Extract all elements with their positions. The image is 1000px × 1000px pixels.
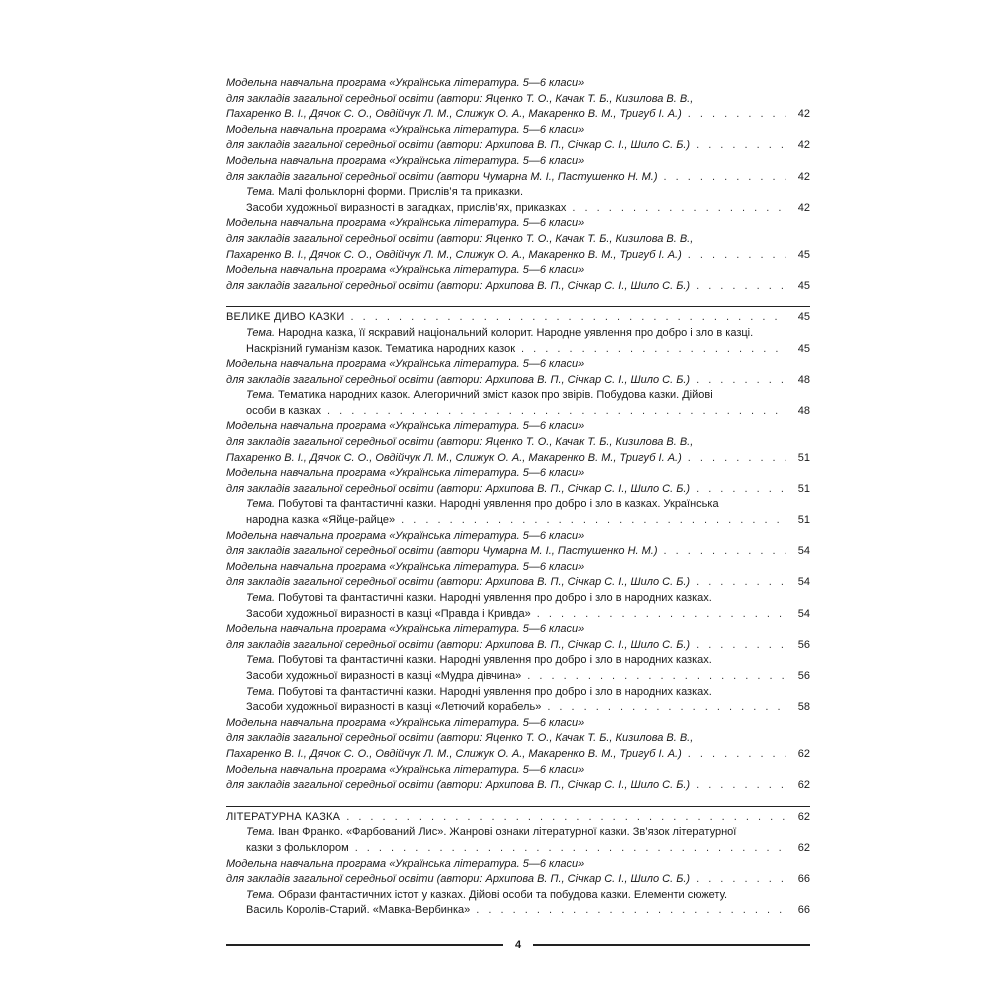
toc-line: [226, 451, 810, 467]
dot-leader: [547, 700, 786, 716]
toc-line-text: [226, 747, 682, 763]
toc-line: [226, 575, 810, 591]
toc-line: [226, 107, 810, 123]
toc-section-heading: [226, 310, 810, 326]
dot-leader: [688, 107, 786, 123]
topic-label: Тема.: [246, 592, 276, 604]
toc-line-text: [226, 622, 584, 638]
toc-line-body: народна казка «Яйце-райце»: [246, 514, 396, 527]
toc-line-body: для закладів загальної середньої освіти (автори: Яценко Т. О., Качак Т. Б., Кизилова В. В.,: [226, 232, 694, 245]
toc-line-text: [226, 810, 340, 826]
toc-line: [226, 466, 810, 482]
toc-topic-entry: [226, 326, 810, 357]
toc-topic-entry: [226, 888, 810, 919]
dot-leader: [572, 201, 786, 217]
toc-line-text: [226, 76, 584, 92]
toc-line-text: [246, 326, 753, 342]
dot-leader: [696, 279, 786, 295]
toc-line-body: ВЕЛИКЕ ДИВО КАЗКИ: [226, 311, 345, 324]
toc-line-text: [246, 342, 515, 358]
toc-line: [226, 638, 810, 654]
toc-line-body: Тематика народних казок. Алегоричний зміст казок про звірів. Побудова казки. Дійові: [278, 389, 713, 402]
toc-topic-entry: [226, 497, 810, 528]
toc-line: [226, 92, 810, 108]
toc-page-number: 62: [797, 747, 810, 760]
toc-line-body: Іван Франко. «Фарбований Лис». Жанрові ознаки літературної казки. Зв’язок літературної: [278, 826, 737, 839]
toc-line-body: Модельна навчальна програма «Українська література. 5—6 класи»: [226, 763, 585, 776]
toc-page-number: 42: [797, 108, 810, 121]
toc-line: [226, 435, 810, 451]
toc-topic-entry: [226, 825, 810, 856]
toc-line-text: [226, 263, 584, 279]
toc-line-body: для закладів загальної середньої освіти (автори: Яценко Т. О., Качак Т. Б., Кизилова В. В.,: [226, 732, 694, 745]
toc-line-body: Побутові та фантастичні казки. Народні уявлення про добро і зло в народних казках.: [278, 592, 712, 604]
toc-page-number: 42: [797, 201, 810, 214]
toc-page-number: 51: [797, 482, 810, 495]
toc-line-body: Модельна навчальна програма «Українська література. 5—6 класи»: [226, 560, 585, 573]
toc-line: [226, 279, 810, 295]
toc-line: [226, 419, 810, 435]
toc-line: [226, 544, 810, 560]
toc-topic-entry: [226, 388, 810, 419]
toc-page-number: 48: [797, 404, 810, 417]
toc-program-entry: [226, 529, 810, 560]
toc-line-text: [226, 482, 690, 498]
topic-label: Тема.: [246, 326, 276, 339]
toc-line: [226, 170, 810, 186]
toc-line-text: [226, 857, 584, 873]
toc-page-number: 45: [797, 342, 810, 355]
dot-leader: [696, 482, 786, 498]
toc-line: [226, 763, 810, 779]
toc-line-text: [226, 575, 690, 591]
toc-line: [246, 888, 810, 904]
toc-line-text: [246, 497, 719, 513]
toc-line-body: для закладів загальної середньої освіти (автори Чумарна М. І., Пастушенко Н. М.): [226, 545, 658, 558]
toc-line: [226, 716, 810, 732]
toc-line-text: [226, 170, 658, 186]
toc-line-text: [246, 700, 541, 716]
toc-topic-entry: [226, 185, 810, 216]
toc-line-body: для закладів загальної середньої освіти (автори: Архипова В. П., Січкар С. І., Шило С. Б.): [226, 373, 691, 386]
dot-leader: [327, 404, 786, 420]
toc-line-text: [226, 138, 690, 154]
toc-page-number: 45: [797, 248, 810, 261]
toc-line-body: Пахаренко В. І., Дячок С. О., Овдійчук Л. М., Слижук О. А., Макаренко В. М., Тригуб І. А.): [226, 747, 682, 760]
toc-line-text: [246, 825, 736, 841]
topic-label: Тема.: [246, 888, 276, 901]
toc-line-text: [246, 653, 712, 669]
dot-leader: [664, 170, 786, 186]
toc-line-body: Модельна навчальна програма «Українська література. 5—6 класи»: [226, 77, 585, 89]
toc-line-text: [226, 529, 584, 545]
toc-line-body: для закладів загальної середньої освіти (автори: Яценко Т. О., Качак Т. Б., Кизилова В. В.,: [226, 436, 694, 449]
toc-line-body: Засоби художньої виразності в загадках, прислів’ях, приказках: [246, 201, 567, 214]
toc-line: [246, 388, 810, 404]
toc-line-body: Модельна навчальна програма «Українська література. 5—6 класи»: [226, 529, 585, 542]
toc-line: [246, 513, 810, 529]
toc-line: [226, 154, 810, 170]
toc-line-body: для закладів загальної середньої освіти (автори: Архипова В. П., Січкар С. І., Шило С. Б.): [226, 638, 691, 651]
toc-line-text: [246, 607, 531, 623]
toc-line-text: [226, 778, 690, 794]
toc-line: [246, 903, 810, 919]
toc-program-entry: [226, 263, 810, 294]
toc-line-body: Наскрізний гуманізм казок. Тематика народних казок: [246, 342, 516, 355]
toc-line-text: [226, 872, 690, 888]
topic-label: Тема.: [246, 389, 276, 402]
toc-line-body: Побутові та фантастичні казки. Народні уявлення про добро і зло в народних казках.: [278, 685, 712, 698]
toc-program-entry: [226, 357, 810, 388]
toc-page-number: 54: [797, 576, 810, 589]
toc-line-body: для закладів загальної середньої освіти (автори: Архипова В. П., Січкар С. І., Шило С. Б.): [226, 779, 691, 792]
toc-line-body: Модельна навчальна програма «Українська література. 5—6 класи»: [226, 123, 585, 136]
toc-page-number: 62: [797, 779, 810, 792]
toc-line-body: Побутові та фантастичні казки. Народні уявлення про добро і зло в народних казках.: [278, 654, 712, 667]
toc-page-number: 51: [797, 514, 810, 527]
toc-line-text: [246, 201, 566, 217]
toc-line-text: [226, 451, 682, 467]
dot-leader: [537, 607, 786, 623]
toc-line-text: [246, 669, 521, 685]
toc-page-number: 48: [797, 373, 810, 386]
toc-line: [246, 342, 810, 358]
footer-rule-right: [533, 944, 810, 946]
dot-leader: [521, 342, 786, 358]
toc-line-body: для закладів загальної середньої освіти (автори: Архипова В. П., Січкар С. І., Шило С. Б.): [226, 873, 691, 886]
toc-program-entry: [226, 216, 810, 263]
topic-label: Тема.: [246, 498, 276, 511]
toc-line: [226, 529, 810, 545]
dot-leader: [664, 544, 786, 560]
toc-line: [226, 482, 810, 498]
toc-line-body: для закладів загальної середньої освіти (автори: Архипова В. П., Січкар С. І., Шило С. Б.): [226, 139, 691, 152]
toc-line: [226, 123, 810, 139]
toc-line-text: [246, 841, 349, 857]
dot-leader: [696, 778, 786, 794]
toc-line-body: для закладів загальної середньої освіти (автори: Яценко Т. О., Качак Т. Б., Кизилова В. В.,: [226, 92, 694, 105]
toc-line-body: казки з фольклором: [246, 841, 349, 854]
toc-page-number: 66: [797, 904, 810, 917]
section-divider: [226, 294, 810, 307]
toc-line: [246, 700, 810, 716]
toc-line-text: [226, 638, 690, 654]
toc-program-entry: [226, 419, 810, 466]
toc-line-text: [226, 232, 693, 248]
dot-leader: [346, 810, 786, 826]
toc-line-text: [226, 279, 690, 295]
dot-leader: [351, 310, 786, 326]
toc-line: [226, 872, 810, 888]
footer-rule-left: [226, 944, 503, 946]
toc-line-text: [226, 419, 584, 435]
toc-line: [226, 857, 810, 873]
toc-line-text: [226, 716, 584, 732]
toc-page-number: 42: [797, 170, 810, 183]
toc-line: [226, 310, 810, 326]
toc-line: [246, 607, 810, 623]
topic-label: Тема.: [246, 826, 276, 839]
toc-program-entry: [226, 123, 810, 154]
toc-program-entry: [226, 466, 810, 497]
toc-line-text: [226, 357, 584, 373]
toc-page-number: 51: [797, 451, 810, 464]
toc-line: [226, 138, 810, 154]
toc-program-entry: [226, 560, 810, 591]
toc-line: [246, 825, 810, 841]
toc-line-body: Засоби художньої виразності в казці «Правда і Кривда»: [246, 607, 531, 620]
toc-line-body: Народна казка, її яскравий національний колорит. Народне уявлення про добро і зло в казці.: [278, 326, 754, 339]
toc-page-number: 42: [797, 139, 810, 152]
toc-line-text: [226, 373, 690, 389]
toc-page-number: 62: [797, 810, 810, 823]
toc-line-text: [246, 388, 713, 404]
toc-line-text: [246, 404, 321, 420]
toc-line-body: Модельна навчальна програма «Українська література. 5—6 класи»: [226, 623, 585, 636]
toc-line-text: [226, 560, 584, 576]
toc-program-entry: [226, 763, 810, 794]
toc-line-text: [246, 685, 712, 701]
topic-label: Тема.: [246, 654, 276, 667]
dot-leader: [696, 138, 786, 154]
toc-line-body: Модельна навчальна програма «Українська література. 5—6 класи»: [226, 358, 585, 371]
toc-line-body: Модельна навчальна програма «Українська література. 5—6 класи»: [226, 420, 585, 433]
toc-page-number: 54: [797, 607, 810, 620]
dot-leader: [527, 669, 786, 685]
toc-line: [226, 778, 810, 794]
toc-topic-entry: [226, 685, 810, 716]
toc-line-body: Малі фольклорні форми. Прислів’я та приказки.: [278, 186, 524, 199]
toc-line: [226, 263, 810, 279]
toc-line-body: Модельна навчальна програма «Українська література. 5—6 класи»: [226, 217, 585, 230]
dot-leader: [688, 747, 786, 763]
dot-leader: [355, 841, 786, 857]
toc-line-body: для закладів загальної середньої освіти (автори: Архипова В. П., Січкар С. І., Шило С. Б.): [226, 482, 691, 495]
toc-line: [246, 841, 810, 857]
toc-page-number: 56: [797, 638, 810, 651]
toc-line-text: [246, 185, 523, 201]
dot-leader: [696, 638, 786, 654]
toc-line-body: для закладів загальної середньої освіти (автори Чумарна М. І., Пастушенко Н. М.): [226, 170, 658, 183]
toc-line-body: Модельна навчальна програма «Українська література. 5—6 класи»: [226, 716, 585, 729]
toc-line-body: Василь Королів-Старий. «Мавка-Вербинка»: [246, 904, 471, 917]
toc-line-body: ЛІТЕРАТУРНА КАЗКА: [226, 810, 341, 823]
toc-line-text: [226, 216, 584, 232]
toc-program-entry: [226, 622, 810, 653]
section-divider: [226, 794, 810, 807]
toc-line: [226, 560, 810, 576]
toc-line-body: Засоби художньої виразності в казці «Летючий корабель»: [246, 701, 542, 714]
toc-line: [226, 747, 810, 763]
toc-program-entry: [226, 154, 810, 185]
toc-line-body: Модельна навчальна програма «Українська література. 5—6 класи»: [226, 264, 585, 277]
toc-line: [246, 185, 810, 201]
topic-label: Тема.: [246, 685, 276, 698]
toc-page-number: 62: [797, 841, 810, 854]
toc-line-body: Пахаренко В. І., Дячок С. О., Овдійчук Л. М., Слижук О. А., Макаренко В. М., Тригуб І. А.): [226, 451, 682, 464]
toc-line-text: [226, 123, 584, 139]
toc-line-body: для закладів загальної середньої освіти (автори: Архипова В. П., Січкар С. І., Шило С. Б.): [226, 279, 691, 292]
toc-line: [246, 497, 810, 513]
toc-line-text: [226, 466, 584, 482]
toc-line-text: [226, 154, 584, 170]
toc-line: [246, 653, 810, 669]
toc-line: [226, 810, 810, 826]
toc-program-entry: [226, 716, 810, 763]
toc-topic-entry: [226, 653, 810, 684]
toc-line-text: [226, 310, 345, 326]
toc-line: [226, 232, 810, 248]
toc-line-body: Пахаренко В. І., Дячок С. О., Овдійчук Л. М., Слижук О. А., Макаренко В. М., Тригуб І. А.): [226, 108, 682, 121]
toc-line-text: [226, 435, 693, 451]
table-of-contents: [226, 72, 810, 919]
page-number: 4: [514, 939, 522, 951]
toc-line-body: Модельна навчальна програма «Українська література. 5—6 класи»: [226, 154, 585, 167]
toc-line-text: [226, 107, 682, 123]
toc-topic-entry: [226, 591, 810, 622]
toc-section-heading: [226, 810, 810, 826]
toc-program-entry: [226, 857, 810, 888]
toc-line-text: [226, 92, 693, 108]
toc-line: [226, 76, 810, 92]
toc-line: [226, 731, 810, 747]
toc-page-number: 66: [797, 873, 810, 886]
toc-line: [226, 373, 810, 389]
dot-leader: [476, 903, 786, 919]
dot-leader: [696, 872, 786, 888]
dot-leader: [696, 373, 786, 389]
toc-page-number: 56: [797, 669, 810, 682]
toc-line: [246, 669, 810, 685]
toc-line-text: [246, 903, 470, 919]
toc-line-body: Модельна навчальна програма «Українська література. 5—6 класи»: [226, 467, 585, 480]
toc-line-text: [246, 513, 395, 529]
toc-line-text: [246, 888, 727, 904]
toc-page-number: 45: [797, 311, 810, 324]
dot-leader: [696, 575, 786, 591]
dot-leader: [688, 248, 786, 264]
dot-leader: [688, 451, 786, 467]
toc-line-text: [226, 544, 658, 560]
toc-page-number: 45: [797, 279, 810, 292]
toc-line: [246, 326, 810, 342]
toc-line: [226, 248, 810, 264]
toc-line-body: особи в казках: [246, 404, 322, 417]
toc-line: [226, 357, 810, 373]
toc-line: [226, 216, 810, 232]
toc-line-body: Побутові та фантастичні казки. Народні уявлення про добро і зло в казках. Українська: [278, 498, 719, 511]
toc-line-body: Засоби художньої виразності в казці «Мудра дівчина»: [246, 669, 522, 682]
toc-line-text: [226, 731, 693, 747]
page-footer: [226, 938, 810, 952]
dot-leader: [401, 513, 786, 529]
toc-line: [246, 404, 810, 420]
toc-line-text: [226, 763, 584, 779]
toc-line: [246, 591, 810, 607]
toc-line-body: для закладів загальної середньої освіти (автори: Архипова В. П., Січкар С. І., Шило С. Б.): [226, 576, 691, 589]
toc-line-body: Образи фантастичних істот у казках. Дійові особи та побудова казки. Елементи сюжету.: [278, 888, 728, 901]
toc-page-number: 58: [797, 701, 810, 714]
toc-line: [246, 201, 810, 217]
toc-line-body: Пахаренко В. І., Дячок С. О., Овдійчук Л. М., Слижук О. А., Макаренко В. М., Тригуб І. А.): [226, 248, 682, 261]
toc-line-text: [246, 591, 712, 607]
toc-program-entry: [226, 76, 810, 123]
toc-line: [246, 685, 810, 701]
toc-line-body: Модельна навчальна програма «Українська література. 5—6 класи»: [226, 857, 585, 870]
toc-line-text: [226, 248, 682, 264]
toc-line: [226, 622, 810, 638]
toc-page-number: 54: [797, 545, 810, 558]
topic-label: Тема.: [246, 186, 276, 199]
